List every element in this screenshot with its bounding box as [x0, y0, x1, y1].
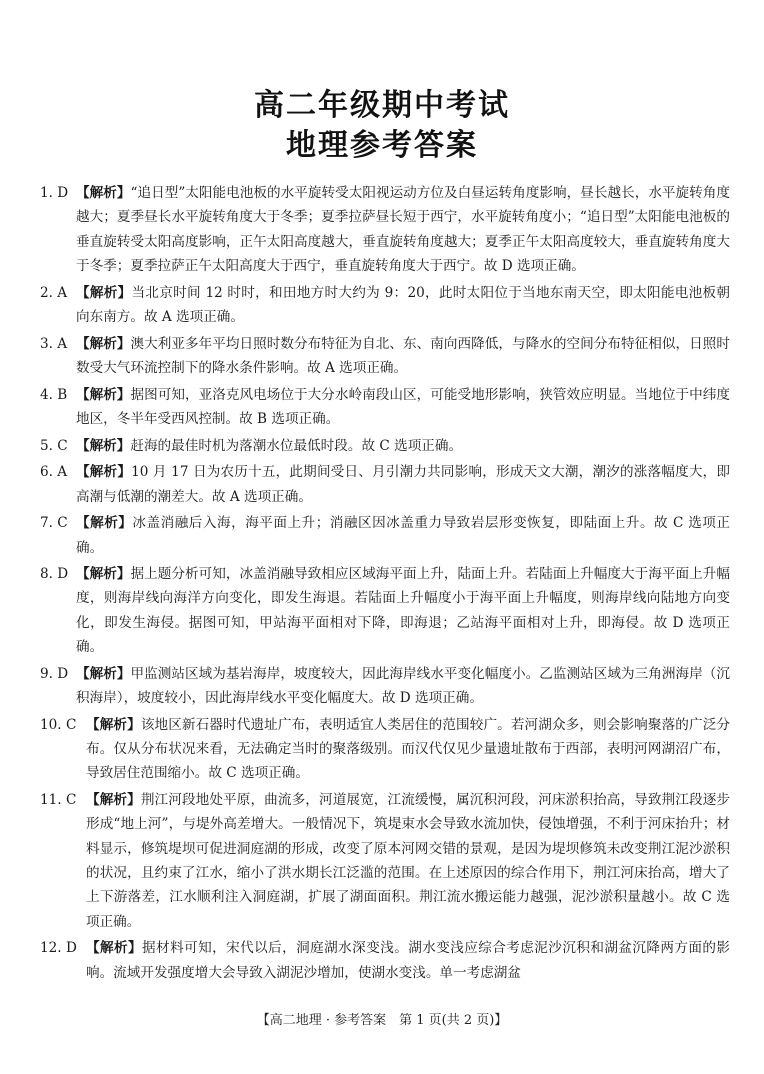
answer-text: 当北京时间 12 时时，和田地方时大约为 9：20，此时太阳位于当地东南天空，即太阳能电池板朝向东南方。故 A 选项正确。 — [76, 284, 730, 325]
answer-item-6 — [40, 460, 730, 509]
answer-number: 8. D — [40, 566, 69, 583]
answer-number: 12. D — [40, 940, 77, 957]
answer-number: 3. A — [40, 335, 68, 352]
page-subtitle: 地理参考答案 — [286, 128, 478, 163]
answer-item-5 — [40, 434, 730, 458]
analysis-tag: 【解析】 — [76, 185, 131, 201]
answer-number: 7. C — [40, 515, 68, 532]
answer-text: 冰盖消融后入海，海平面上升；消融区因冰盖重力导致岩层形变恢复，即陆面上升。故 C 选项正确。 — [76, 515, 731, 556]
analysis-tag: 【解析】 — [76, 284, 132, 301]
page-title: 高二年级期中考试 — [254, 88, 510, 123]
answer-item-11 — [40, 788, 730, 934]
answer-text: 该地区新石器时代遗址广布，表明适宜人类居住的范围较广。若河湖众多，则会影响聚落的广泛分布。仅从分布状况来看，无法确定当时的聚落级别。而汉代仅见少量遗址散布于西部，表明河网湖沼广布，导致居住范围缩小。故 C 选项正确。 — [86, 716, 731, 782]
answer-text: 10 月 17 日为农历十五，此期间受日、月引潮力共同影响，形成天文大潮，潮汐的涨落幅度大，即高潮与低潮的潮差大。故 A 选项正确。 — [76, 464, 731, 505]
answer-item-12 — [40, 936, 730, 985]
answer-item-2 — [40, 281, 730, 330]
answer-number: 5. C — [40, 437, 68, 454]
answer-item-7 — [40, 511, 730, 560]
answer-item-1 — [40, 181, 730, 278]
answer-number: 11. C — [40, 792, 77, 809]
answer-text: 据图可知，亚洛克风电场位于大分水岭南段山区，可能受地形影响，狭管效应明显。当地位于中纬度地区，冬半年受西风控制。故 B 选项正确。 — [76, 386, 731, 427]
analysis-tag: 【解析】 — [76, 437, 131, 454]
answer-number: 10. C — [40, 716, 77, 733]
answer-item-4 — [40, 383, 730, 432]
analysis-tag: 【解析】 — [76, 335, 131, 352]
answer-number: 6. A — [40, 464, 68, 481]
analysis-tag: 【解析】 — [76, 386, 131, 403]
analysis-tag: 【解析】 — [86, 716, 141, 733]
answer-text: 澳大利亚多年平均日照时数分布特征为自北、东、南向西降低，与降水的空间分布特征相似，日照时数受大气环流控制下的降水条件影响。故 A 选项正确。 — [76, 335, 731, 376]
answer-text: 据上题分析可知，冰盖消融导致相应区域海平面上升，陆面上升。若陆面上升幅度大于海平面上升幅度，则海岸线向海洋方向变化，即发生海退。若陆面上升幅度小于海平面上升幅度，则海岸线向陆地方向变化，即发生海侵。据图可知，甲站海平面相对下降，即海退；乙站海平面相对上升，即海侵。故 D 选项正确。 — [76, 566, 731, 656]
answer-item-9 — [40, 662, 730, 711]
answer-item-3 — [40, 332, 730, 381]
page-footer: 【高二地理 · 参考答案 第 1 页(共 2 页)】 — [256, 1013, 508, 1028]
answer-text: 荆江河段地处平原，曲流多，河道展宽，江流缓慢，属沉积河段，河床淤积抬高，导致荆江段逐步形成“地上河”，与堤外高差增大。一般情况下，筑堤束水会导致水流加快，侵蚀增强，不利于河床抬升；材料显示，修筑堤坝可促进洞庭湖的形成，改变了原本河网交错的景观，是因为堤坝修筑未改变荆江泥沙淤积的状况，且约束了江水，缩小了洪水期长江泛滥的范围。在上述原因的综合作用下，荆江河床抬高，增大了上下游落差，江水顺利注入洞庭湖，扩展了湖面面积。荆江流水搬运能力越强，泥沙淤积量越小。故 C 选项正确。 — [86, 792, 731, 930]
analysis-tag: 【解析】 — [76, 515, 133, 532]
answer-number: 1. D — [40, 185, 69, 201]
answer-list — [40, 181, 730, 987]
answer-number: 4. B — [40, 386, 68, 403]
answer-text: 据材料可知，宋代以后，洞庭湖水深变浅。湖水变浅应综合考虑泥沙沉积和湖盆沉降两方面的影响。流域开发强度增大会导致入湖泥沙增加，使湖水变浅。单一考虑湖盆 — [86, 940, 731, 981]
analysis-tag: 【解析】 — [76, 665, 131, 682]
analysis-tag: 【解析】 — [86, 940, 143, 957]
answer-item-10 — [40, 713, 730, 786]
analysis-tag: 【解析】 — [76, 566, 131, 583]
answer-text: “追日型”太阳能电池板的水平旋转受太阳视运动方位及白昼运转角度影响，昼长越长，水平旋转角度越大；夏季昼长水平旋转角度大于冬季；夏季拉萨昼长短于西宁，水平旋转角度小；“追日型”太阳能电池板的垂直旋转受太阳高度影响，正午太阳高度越大，垂直旋转角度越大；夏季正午太阳高度较大，垂直旋转角度大于冬季；夏季拉萨正午太阳高度大于西宁，垂直旋转角度大于西宁。故 D 选项正确。 — [76, 185, 730, 274]
answer-number: 9. D — [40, 665, 69, 682]
answer-number: 2. A — [40, 284, 68, 301]
answer-text: 甲监测站区域为基岩海岸，坡度较大，因此海岸线水平变化幅度小。乙监测站区域为三角洲海岸（沉积海岸），坡度较小，因此海岸线水平变化幅度大。故 D 选项正确。 — [76, 665, 731, 707]
analysis-tag: 【解析】 — [86, 792, 141, 809]
answer-item-8 — [40, 562, 730, 659]
answer-text: 赶海的最佳时机为落潮水位最低时段。故 C 选项正确。 — [130, 437, 463, 454]
analysis-tag: 【解析】 — [76, 464, 132, 481]
